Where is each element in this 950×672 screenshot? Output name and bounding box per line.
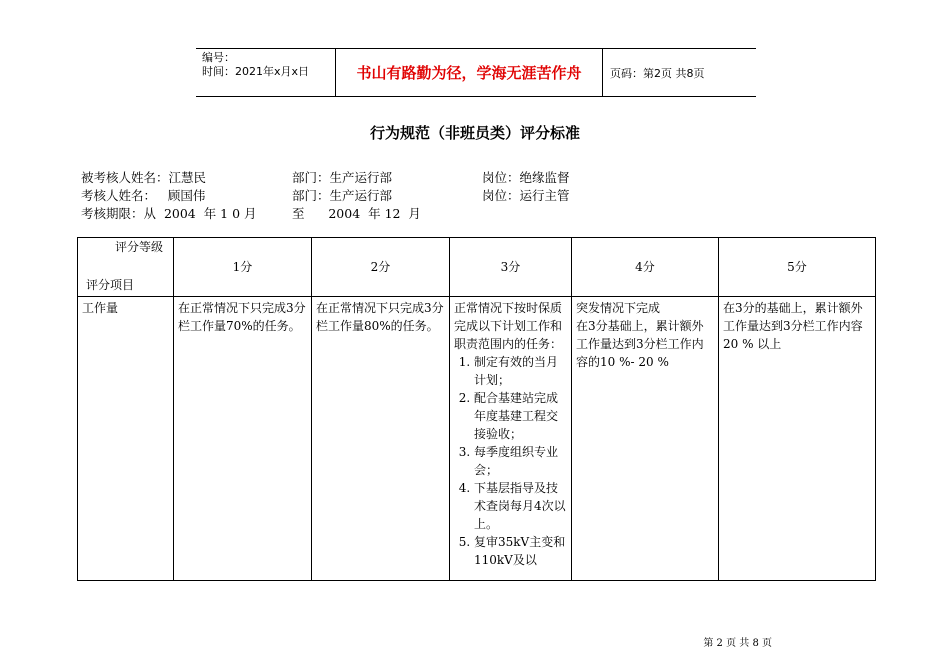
table-header-row — [78, 238, 876, 297]
corner-item-label: 评分项目 — [86, 278, 135, 292]
assessee-post: 岗位：绝缘监督 — [482, 170, 570, 185]
grade2-cell: 在正常情况下只完成3分栏工作量80%的任务。 — [312, 297, 450, 581]
page-header — [196, 48, 756, 96]
assessor-dept: 部门：生产运行部 — [292, 188, 393, 203]
corner-cell — [78, 238, 174, 297]
grade3-cell — [450, 297, 572, 581]
table-row — [78, 297, 876, 581]
number-label: 编号： — [202, 51, 235, 64]
corner-grade-label: 评分等级 — [114, 240, 163, 254]
grade-header: 3分 — [450, 238, 572, 297]
header-separator — [602, 48, 603, 96]
grade-header: 5分 — [719, 238, 876, 297]
period-from: 考核期限：从 2004 年 1 0 月 — [81, 206, 257, 221]
list-item: 3. 每季度组织专业会； — [474, 443, 567, 479]
time-label: 时间：2021年x月x日 — [202, 65, 310, 78]
scoring-table — [77, 237, 876, 581]
header-bottom-rule — [196, 96, 756, 97]
page-number-label: 页码：第2页 共8页 — [610, 67, 705, 80]
grade3-intro: 正常情况下按时保质完成以下计划工作和职责范围内的任务： — [454, 301, 563, 351]
assessor-name: 考核人姓名： 顾国伟 — [81, 188, 206, 203]
header-motto: 书山有路勤为径，学海无涯苦作舟 — [356, 63, 582, 82]
item-cell: 工作量 — [78, 297, 174, 581]
assessor-post: 岗位：运行主管 — [482, 188, 570, 203]
header-left-block — [202, 51, 309, 79]
grade4-cell — [572, 297, 719, 581]
page-footer: 第 2 页 共 8 页 — [703, 638, 772, 649]
grade1-cell: 在正常情况下只完成3分栏工作量70%的任务。 — [174, 297, 312, 581]
grade3-task-list — [454, 353, 567, 569]
list-item: 5. 复审35kV主变和110kV及以 — [474, 533, 567, 569]
grade-header: 4分 — [572, 238, 719, 297]
grade5-cell: 在3分的基础上，累计额外工作量达到3分栏工作内容 20 % 以上 — [719, 297, 876, 581]
list-item: 2. 配合基建站完成年度基建工程交接验收； — [474, 389, 567, 443]
grade-header: 2分 — [312, 238, 450, 297]
period-to: 至 2004 年 12 月 — [292, 206, 421, 221]
document-title: 行为规范（非班员类）评分标准 — [369, 124, 580, 142]
grade4-line1: 突发情况下完成 — [576, 301, 661, 315]
grade4-line2: 在3分基础上，累计额外工作量达到3分栏工作内容的10 %- 20 % — [576, 319, 704, 369]
assessee-name: 被考核人姓名：江慧民 — [81, 170, 207, 185]
list-item: 1. 制定有效的当月计划； — [474, 353, 567, 389]
assessee-dept: 部门：生产运行部 — [292, 170, 393, 185]
list-item: 4. 下基层指导及技术查岗每月4次以上。 — [474, 479, 567, 533]
grade-header: 1分 — [174, 238, 312, 297]
